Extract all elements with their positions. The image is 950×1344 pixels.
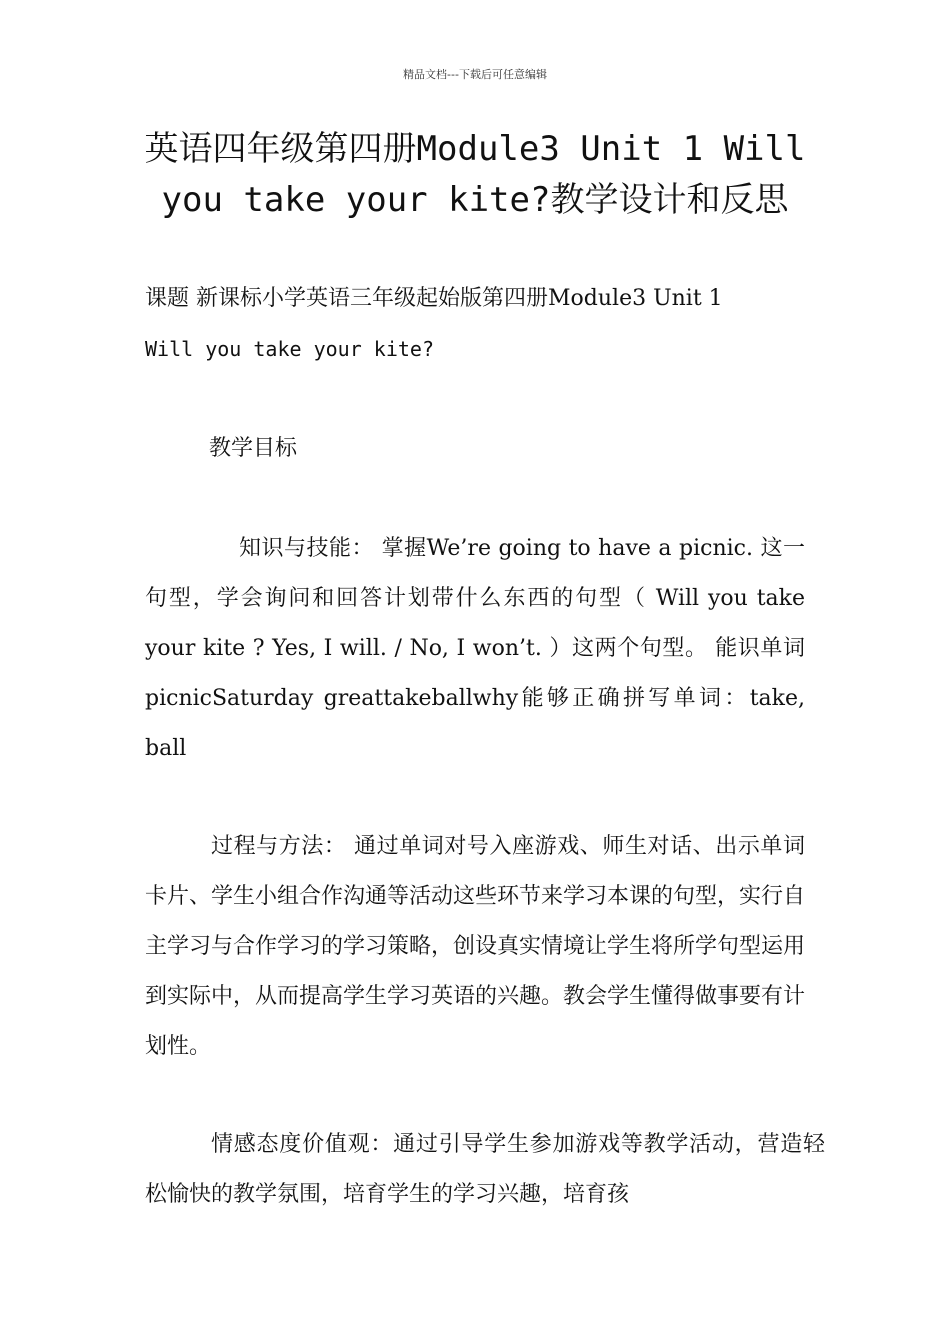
process-label: 过程与方法： bbox=[211, 834, 347, 859]
knowledge-label: 知识与技能： bbox=[239, 536, 375, 561]
topic-text: 新课标小学英语三年级起始版第四册Module3 Unit 1 bbox=[196, 286, 723, 311]
process-text: 通过单词对号入座游戏、师生对话、出示单词卡片、学生小组合作沟通等活动这些环节来学习本课的句型，实行自主学习与合作学习的学习策略，创设真实情境让学生将所学句型运用到实际中，从而提高学生学习英语的兴趣。教会学生懂得做事要有计划性。 bbox=[145, 834, 806, 1059]
topic-paragraph bbox=[145, 274, 805, 375]
emotion-paragraph bbox=[145, 1120, 825, 1220]
document-title: 英语四年级第四册Module3 Unit 1 Will you take your kite?教学设计和反思 bbox=[144, 129, 806, 220]
process-paragraph bbox=[145, 822, 805, 1072]
emotion-text: 通过引导学生参加游戏等教学活动，营造轻松愉快的教学氛围，培育学生的学习兴趣，培育孩 bbox=[145, 1132, 825, 1207]
objectives-heading: 教学目标 bbox=[209, 436, 298, 461]
knowledge-text-2: 能识单词picnicSaturday greattakeballwhy能够正确拼写单词：take, ball bbox=[145, 636, 805, 761]
topic-text-line2: Will you take your kite? bbox=[145, 337, 434, 361]
knowledge-paragraph bbox=[145, 524, 805, 774]
topic-label: 课题 bbox=[145, 286, 190, 311]
page-header-note: 精品文档---下载后可任意编辑 bbox=[403, 68, 547, 81]
knowledge-text-1: 掌握We’re going to have a picnic. 这一句型，学会询问和回答计划带什么东西的句型（ Will you take your kite ? Yes, I will. / No, I won’t. ）这两个句型。 bbox=[145, 536, 805, 661]
emotion-label: 情感态度价值观： bbox=[211, 1132, 394, 1157]
